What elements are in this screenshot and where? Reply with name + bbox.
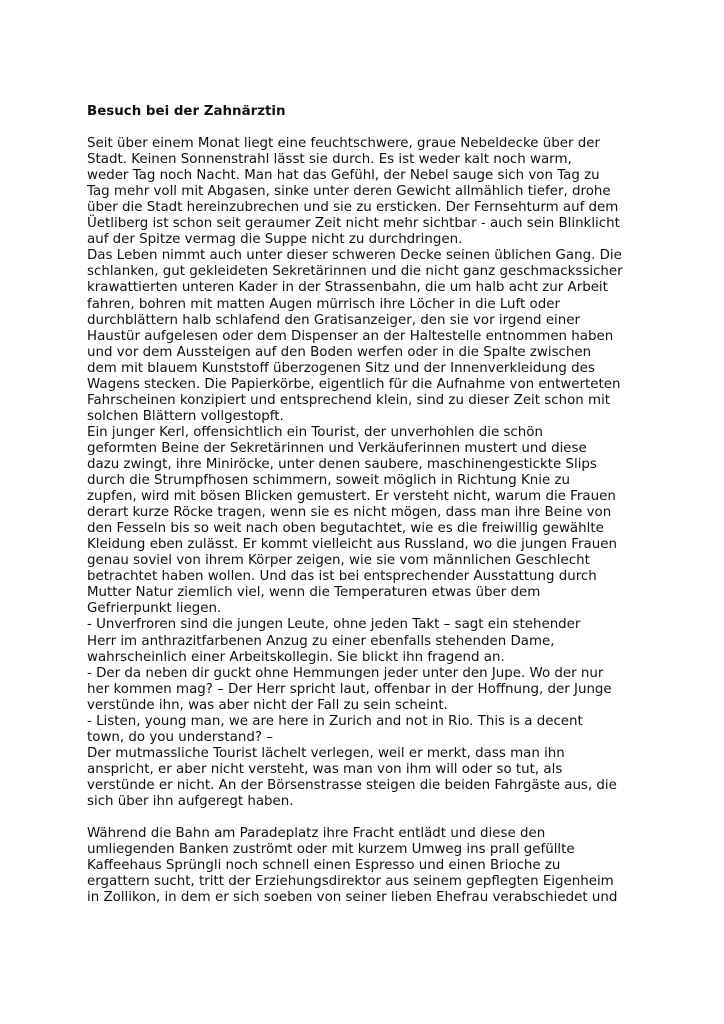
text-line: genau soviel von ihrem Körper zeigen, wie sie vom männlichen Geschlecht [87, 553, 590, 569]
paragraph-gap [87, 810, 627, 826]
text-line: Haustür aufgelesen oder dem Dispenser an der Haltestelle entnommen haben [87, 328, 614, 344]
text-line: sich über ihn aufgeregt haben. [87, 793, 294, 809]
text-line: Ein junger Kerl, offensichtlich ein Tourist, der unverhohlen die schön [87, 424, 543, 440]
text-line: fahren, bohren mit matten Augen mürrisch ihre Löcher in die Luft oder [87, 296, 560, 312]
text-line: dazu zwingt, ihre Miniröcke, unter denen saubere, maschinengestickte Slips [87, 456, 597, 472]
text-line: her kommen mag? – Der Herr spricht laut, offenbar in der Hoffnung, der Junge [87, 681, 612, 697]
text-line: Herr im anthrazitfarbenen Anzug zu einer ebenfalls stehenden Dame, [87, 633, 555, 649]
text-line: Stadt. Keinen Sonnenstrahl lässt sie durch. Es ist weder kalt noch warm, [87, 152, 572, 168]
text-line: weder Tag noch Nacht. Man hat das Gefühl, der Nebel sauge sich von Tag zu [87, 168, 600, 184]
text-line: dem mit blauem Kunststoff überzogenen Sitz und der Innenverkleidung des [87, 360, 595, 376]
text-line: wahrscheinlich einer Arbeitskollegin. Sie blickt ihn fragend an. [87, 649, 505, 665]
text-line: den Fesseln bis so weit nach oben begutachtet, wie es die freiwillig gewählte [87, 521, 604, 537]
text-line: town, do you understand? – [87, 729, 273, 745]
text-line: - Unverfroren sind die jungen Leute, ohne jeden Takt – sagt ein stehender [87, 617, 581, 633]
text-line: durch die Strumpfhosen schimmern, soweit möglich in Richtung Knie zu [87, 473, 570, 489]
text-line: Mutter Natur ziemlich viel, wenn die Temperaturen etwas über dem [87, 585, 541, 601]
text-line: durchblättern halb schlafend den Gratisanzeiger, den sie vor irgend einer [87, 312, 581, 328]
text-line: Üetliberg ist schon seit geraumer Zeit nicht mehr sichtbar - auch sein Blinklicht [87, 216, 620, 232]
document-body [87, 104, 627, 906]
text-line: Wagens stecken. Die Papierkörbe, eigentlich für die Aufnahme von entwerteten [87, 376, 621, 392]
text-line: schlanken, gut gekleideten Sekretärinnen und die nicht ganz geschmackssicher [87, 264, 623, 280]
text-line: geformten Beine der Sekretärinnen und Verkäuferinnen mustert und diese [87, 440, 587, 456]
document-title: Besuch bei der Zahnärztin [87, 104, 286, 119]
text-line: und vor dem Aussteigen auf den Boden werfen oder in die Spalte zwischen [87, 344, 592, 360]
text-line: in Zollikon, in dem er sich soeben von seiner lieben Ehefrau verabschiedet und [87, 890, 618, 906]
text-line: ergattern sucht, tritt der Erziehungsdirektor aus seinem gepflegten Eigenheim [87, 874, 614, 890]
text-line: Tag mehr voll mit Abgasen, sinke unter deren Gewicht allmählich tiefer, drohe [87, 184, 611, 200]
text-line: verstünde er nicht. An der Börsenstrasse steigen die beiden Fahrgäste aus, die [87, 777, 617, 793]
text-line: Während die Bahn am Paradeplatz ihre Fracht entlädt und diese den [87, 826, 546, 842]
text-line: krawattierten unteren Kader in der Strassenbahn, die um halb acht zur Arbeit [87, 280, 608, 296]
text-line: - Listen, young man, we are here in Zurich and not in Rio. This is a decent [87, 713, 583, 729]
text-block [87, 136, 627, 906]
text-line: betrachtet haben wollen. Und das ist bei entsprechender Ausstattung durch [87, 569, 597, 585]
text-line: Kleidung eben zulässt. Er kommt vielleicht aus Russland, wo die jungen Frauen [87, 537, 617, 553]
text-line: Das Leben nimmt auch unter dieser schweren Decke seinen üblichen Gang. Die [87, 248, 622, 264]
text-line: zupfen, wird mit bösen Blicken gemustert. Er versteht nicht, warum die Frauen [87, 489, 616, 505]
text-line: auf der Spitze vermag die Suppe nicht zu durchdringen. [87, 232, 463, 248]
text-line: verstünde ihn, was aber nicht der Fall zu sein scheint. [87, 697, 448, 713]
text-line: Der mutmassliche Tourist lächelt verlegen, weil er merkt, dass man ihn [87, 745, 565, 761]
text-line: Gefrierpunkt liegen. [87, 601, 222, 617]
text-line: umliegenden Banken zuströmt oder mit kurzem Umweg ins prall gefüllte [87, 842, 575, 858]
text-line: Fahrscheinen konzipiert und entsprechend klein, sind zu dieser Zeit schon mit [87, 392, 611, 408]
text-line: Kaffeehaus Sprüngli noch schnell einen Espresso und einen Brioche zu [87, 858, 561, 874]
text-line: über die Stadt hereinzubrechen und sie zu ersticken. Der Fernsehturm auf dem [87, 200, 619, 216]
text-line: anspricht, er aber nicht versteht, was man von ihm will oder so tut, als [87, 761, 563, 777]
text-line: derart kurze Röcke tragen, wenn sie es nicht mögen, dass man ihre Beine von [87, 505, 612, 521]
text-line: solchen Blättern vollgestopft. [87, 408, 284, 424]
text-line: Seit über einem Monat liegt eine feuchtschwere, graue Nebeldecke über der [87, 136, 601, 152]
text-line: - Der da neben dir guckt ohne Hemmungen jeder unter den Jupe. Wo der nur [87, 665, 604, 681]
